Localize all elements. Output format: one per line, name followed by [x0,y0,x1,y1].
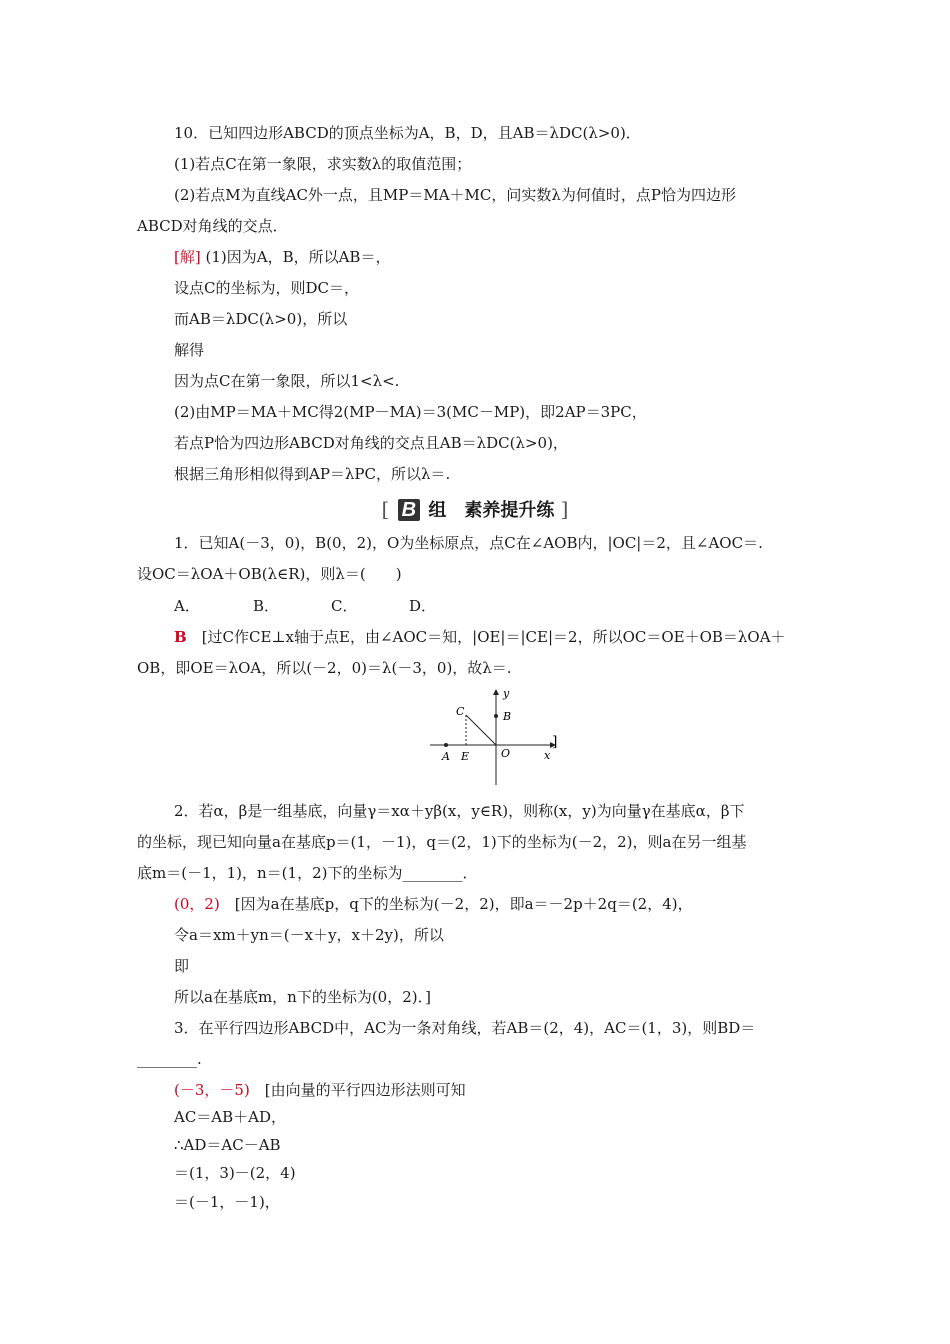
q2-line2: 的坐标，现已知向量a在基底p＝(1，－1)，q＝(2，1)下的坐标为(－2，2)，则a在另一组基 [137,833,747,851]
solution10-line5: 因为点C在第一象限，所以1<λ<. [174,372,400,390]
q10-stem: 10．已知四边形ABCD的顶点坐标为A，B，D，且AB＝λDC(λ>0)． [174,124,641,142]
solution10-line1 [174,246,854,268]
q1-option-d: D． [409,597,437,615]
solution10-line7: 若点P恰为四边形ABCD对角线的交点且AB＝λDC(λ>0)， [174,434,568,452]
q1-option-c: C． [331,597,358,615]
y-axis-arrow [493,689,499,695]
section-bracket-right: ] [560,497,569,521]
q2-solution-text1: [因为a在基底p，q下的坐标为(－2，2)，即a＝－2p＋2q＝(2，4)， [219,895,693,913]
section-header [0,495,950,525]
q1-expl-text1: [过C作CE⊥x轴于点E，由∠AOC＝知，|OE|＝|CE|＝2，所以OC＝OE＋OB＝λOA＋ [186,628,786,646]
label-b: B [503,710,512,723]
section-bracket-left: [ [381,497,390,521]
solution10-text1: (1)因为A，B，所以AB＝， [200,248,391,266]
q10-part2-line2: ABCD对角线的交点． [137,217,288,235]
q1-line2: 设OC＝λOA＋OB(λ∈R)，则λ＝( ) [137,565,402,583]
figure-bracket: ] [552,734,558,750]
point-a [444,743,448,747]
solution10-line2: 设点C的坐标为，则DC＝， [174,279,359,297]
q1-answer: B [174,628,187,646]
q1-option-b: B． [253,597,280,615]
label-y: y [503,687,510,700]
q3-solution-text1: [由向量的平行四边形法则可知 [249,1081,466,1099]
solution-tag: [解] [174,248,201,266]
q3-solution-line2: AC＝AB＋AD， [174,1108,287,1126]
q1-option-a: A． [174,597,200,615]
solution10-line4: 解得 [174,341,205,359]
q1-explanation-line1 [174,626,854,648]
q2-solution-line1 [174,893,854,915]
q1-line1: 1．已知A(－3，0)，B(0，2)，O为坐标原点，点C在∠AOB内，|OC|＝2，且∠AOC＝. [174,534,763,552]
q2-solution-line3: 即 [174,957,190,975]
point-b [494,714,498,718]
solution10-line8: 根据三角形相似得到AP＝λPC，所以λ＝. [174,465,451,483]
q2-solution-line2: 令a＝xm＋yn＝(－x＋y，x＋2y)，所以 [174,926,444,944]
label-x: x [544,749,551,762]
q3-solution-line1 [174,1079,854,1101]
q3-solution-line4: ＝(1，3)－(2，4) [174,1164,296,1182]
q2-line3: 底m＝(－1，1)，n＝(1，2)下的坐标为________． [137,864,478,882]
q2-line1: 2．若α，β是一组基底，向量γ＝xα＋yβ(x，y∈R)，则称(x，y)为向量γ在基底α，β下 [174,802,745,820]
solution10-line3: 而AB＝λDC(λ>0)，所以 [174,310,348,328]
q2-solution-line4: 所以a在基底m，n下的坐标为(0，2)．] [174,988,431,1006]
q10-part1: (1)若点C在第一象限，求实数λ的取值范围； [174,155,472,173]
q1-explanation-line2: OB，即OE＝λOA，所以(－2，0)＝λ(－3，0)，故λ＝. [137,659,512,677]
segment-oc [466,715,496,745]
q3-solution-line5: ＝(－1，－1)， [174,1193,280,1211]
q3-solution-line3: ∴AD＝AC－AB [174,1136,281,1154]
coordinate-figure [425,685,565,790]
label-a: A [442,750,450,763]
label-o: O [501,747,511,760]
q3-line2: ________. [137,1050,202,1068]
q10-part2-line1: (2)若点M为直线AC外一点，且MP＝MA＋MC，问实数λ为何值时，点P恰为四边形 [174,186,736,204]
section-badge: B [398,499,420,521]
q3-line1: 3．在平行四边形ABCD中，AC为一条对角线，若AB＝(2，4)，AC＝(1，3)，则BD＝ [174,1019,756,1037]
q2-answer: (0，2) [174,895,220,913]
solution10-line6: (2)由MP＝MA＋MC得2(MP－MA)＝3(MC－MP)，即2AP＝3PC， [174,403,647,421]
q3-answer: (－3，－5) [174,1081,250,1099]
section-title: 组 素养提升练 [428,500,555,521]
label-e: E [461,750,470,763]
label-c: C [456,705,465,718]
